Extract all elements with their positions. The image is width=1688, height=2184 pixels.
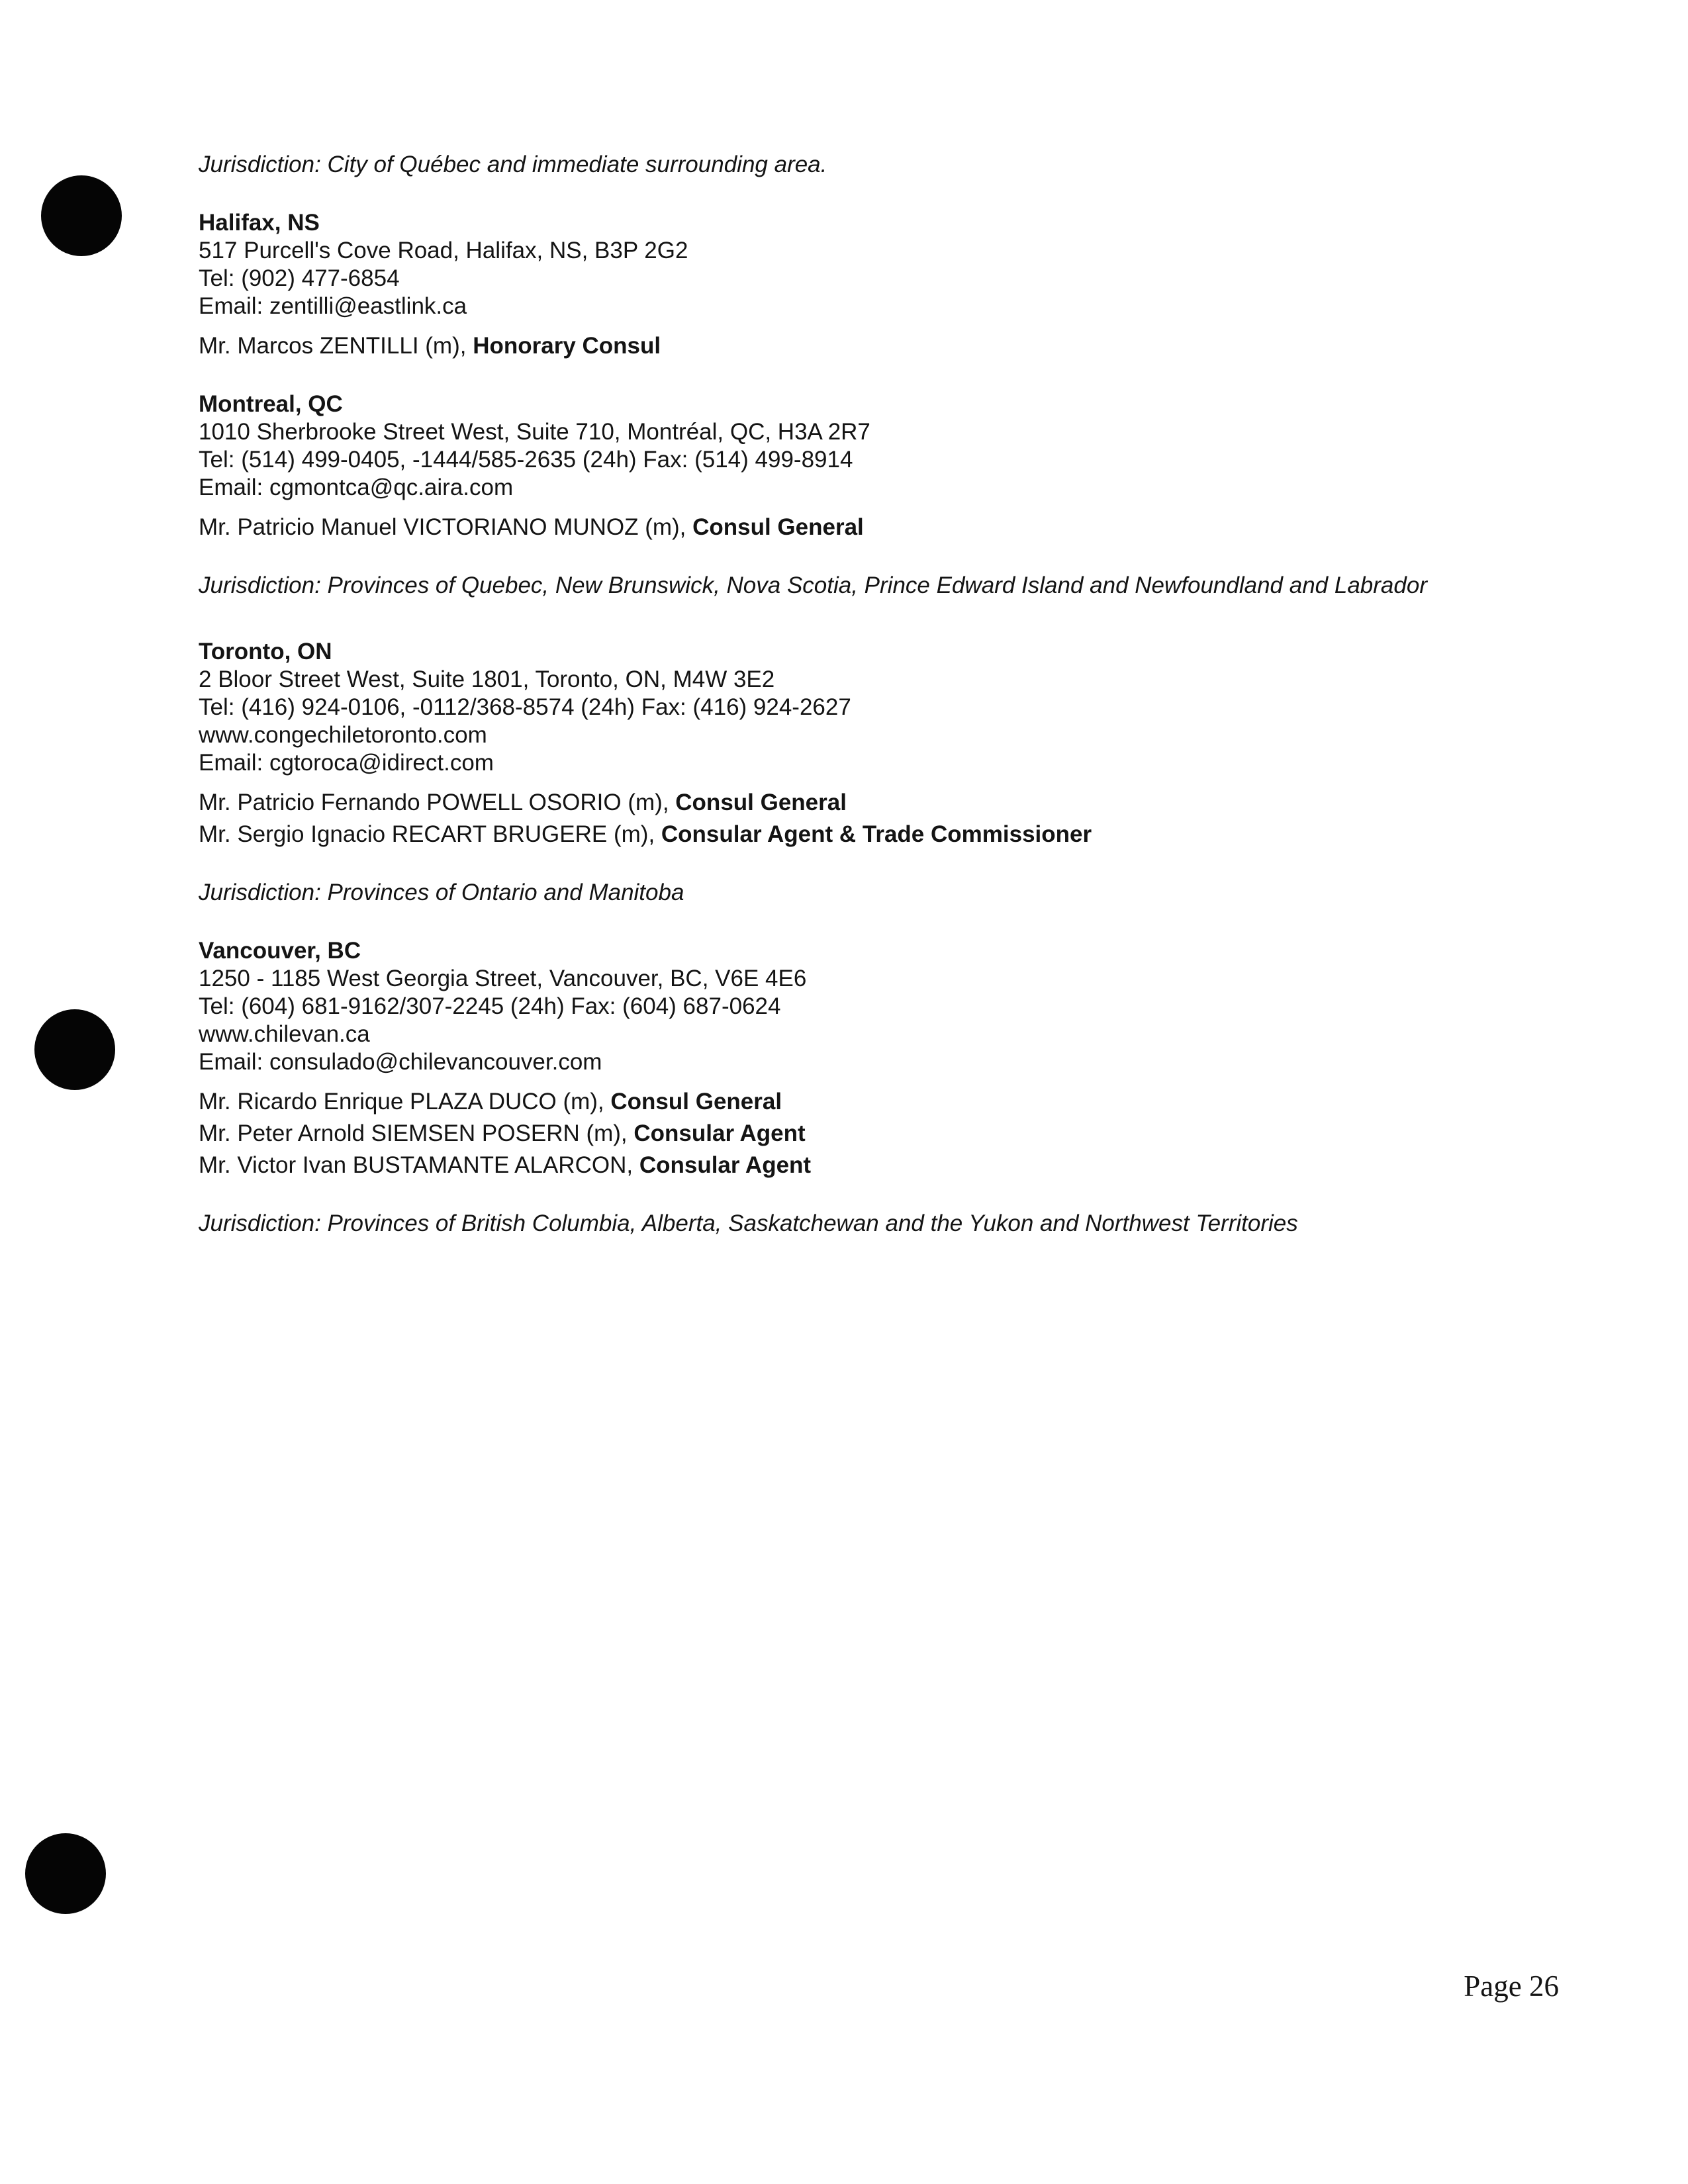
office-phone: Tel: (514) 499-0405, -1444/585-2635 (24h) Fax: (514) 499-8914 bbox=[199, 447, 853, 473]
office-city: Montreal, QC bbox=[199, 391, 343, 417]
office-email: Email: consulado@chilevancouver.com bbox=[199, 1049, 602, 1075]
office-website: www.congechiletoronto.com bbox=[199, 722, 487, 748]
official: Mr. Ricardo Enrique PLAZA DUCO (m), Consul General bbox=[199, 1089, 782, 1115]
office-city: Toronto, ON bbox=[199, 639, 332, 664]
office-phone: Tel: (416) 924-0106, -0112/368-8574 (24h) Fax: (416) 924-2627 bbox=[199, 694, 851, 720]
punch-hole-bottom bbox=[25, 1833, 106, 1914]
official: Mr. Patricio Manuel VICTORIANO MUNOZ (m), Consul General bbox=[199, 514, 864, 540]
office-vancouver bbox=[199, 937, 1589, 1238]
office-website: www.chilevan.ca bbox=[199, 1021, 370, 1047]
office-address: 1250 - 1185 West Georgia Street, Vancouver, BC, V6E 4E6 bbox=[199, 966, 807, 991]
office-email: Email: zentilli@eastlink.ca bbox=[199, 293, 467, 319]
page-number: Page 26 bbox=[1464, 1970, 1559, 2003]
office-jurisdiction: Jurisdiction: Provinces of British Columbia, Alberta, Saskatchewan and the Yukon and Northwest Territories bbox=[199, 1210, 1298, 1236]
official: Mr. Marcos ZENTILLI (m), Honorary Consul bbox=[199, 333, 661, 359]
punch-hole-middle bbox=[34, 1009, 115, 1090]
official: Mr. Peter Arnold SIEMSEN POSERN (m), Consular Agent bbox=[199, 1120, 806, 1146]
official: Mr. Patricio Fernando POWELL OSORIO (m), Consul General bbox=[199, 790, 847, 815]
office-jurisdiction: Jurisdiction: Provinces of Quebec, New Brunswick, Nova Scotia, Prince Edward Island and Newfoundland and Labrador bbox=[199, 572, 1427, 598]
office-halifax bbox=[199, 209, 1589, 360]
consulate-listing bbox=[199, 151, 1589, 1238]
office-address: 1010 Sherbrooke Street West, Suite 710, Montréal, QC, H3A 2R7 bbox=[199, 419, 870, 445]
official: Mr. Victor Ivan BUSTAMANTE ALARCON, Consular Agent bbox=[199, 1152, 812, 1178]
office-city: Halifax, NS bbox=[199, 210, 320, 236]
office-phone: Tel: (902) 477-6854 bbox=[199, 265, 400, 291]
office-phone: Tel: (604) 681-9162/307-2245 (24h) Fax: (604) 687-0624 bbox=[199, 993, 781, 1019]
intro-jurisdiction: Jurisdiction: City of Québec and immediate surrounding area. bbox=[199, 152, 827, 177]
office-toronto bbox=[199, 638, 1589, 907]
office-email: Email: cgmontca@qc.aira.com bbox=[199, 475, 514, 500]
punch-hole-top bbox=[41, 175, 122, 256]
office-address: 2 Bloor Street West, Suite 1801, Toronto, ON, M4W 3E2 bbox=[199, 666, 775, 692]
office-address: 517 Purcell's Cove Road, Halifax, NS, B3P 2G2 bbox=[199, 238, 688, 263]
office-email: Email: cgtoroca@idirect.com bbox=[199, 750, 494, 776]
official: Mr. Sergio Ignacio RECART BRUGERE (m), Consular Agent & Trade Commissioner bbox=[199, 821, 1092, 847]
office-jurisdiction: Jurisdiction: Provinces of Ontario and Manitoba bbox=[199, 880, 684, 905]
office-city: Vancouver, BC bbox=[199, 938, 361, 964]
office-montreal bbox=[199, 390, 1589, 600]
